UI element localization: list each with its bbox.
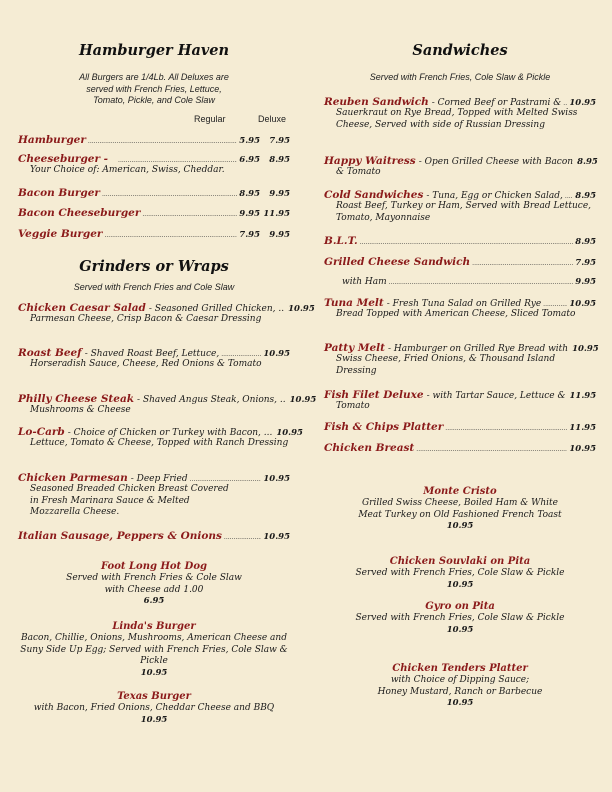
menu-item: Chicken Caesar Salad - Seasoned Grilled Chicken, .. 10.95 Parmesan Cheese, Crisp Bacon & Caesar Dressing	[18, 302, 315, 324]
regular-column-header: Regular	[194, 114, 226, 124]
menu-item: with Ham ..... 9.95	[324, 277, 596, 287]
deluxe-column-header: Deluxe	[258, 114, 287, 124]
menu-item: Grilled Cheese Sandwich ..... 7.95	[324, 256, 596, 268]
hamburger-haven-title: Hamburger Haven	[78, 42, 230, 59]
grinders-note: Served with French Fries and Cole Slaw	[73, 282, 235, 292]
special-block: Linda's Burger Bacon, Chillie, Onions, Mushrooms, American Cheese and Suny Side Up Egg; Served with French Fries, Cole Slaw & Pickle 10.95	[20, 621, 288, 678]
menu-item: Lo-Carb - Choice of Chicken or Turkey with Bacon, ... 10.95 Lettuce, Tomato & Cheese, Topped with Ranch Dressing	[18, 426, 303, 448]
menu-item: Fish Filet Deluxe - with Tartar Sauce, Lettuce & 11.95 Tomato	[324, 389, 597, 411]
special-block: Gyro on Pita Served with French Fries, Cole Slaw & Pickle 10.95	[355, 601, 565, 635]
menu-item: Veggie Burger ..... 7.95 9.95	[18, 228, 290, 240]
menu-item: Bacon Burger ..... 8.95 9.95	[18, 187, 290, 199]
menu-item: Chicken Breast ..... 10.95	[324, 442, 596, 454]
menu-item: Bacon Cheeseburger ..... 9.95 11.95	[18, 207, 290, 219]
menu-item: Patty Melt - Hamburger on Grilled Rye Bread with 10.95 Swiss Cheese, Fried Onions, & Thousand Island Dressing	[324, 342, 599, 376]
menu-item: Fish & Chips Platter ..... 11.95	[324, 421, 596, 433]
menu-item: Roast Beef - Shaved Roast Beef, Lettuce, ..... 10.95 Horseradish Sauce, Cheese, Red Onions & Tomato	[18, 347, 290, 371]
menu-item: Cheeseburger - ..... 6.95 8.95 Your Choice of: American, Swiss, Cheddar.	[18, 153, 290, 177]
menu-item: Happy Waitress - Open Grilled Cheese with Bacon 8.95 & Tomato	[324, 155, 598, 177]
sandwiches-title: Sandwiches	[412, 42, 508, 59]
menu-item: Hamburger ..... 5.95 7.95	[18, 134, 290, 146]
sandwiches-note: Served with French Fries, Cole Slaw & Pickle	[369, 72, 551, 82]
special-block: Chicken Souvlaki on Pita Served with French Fries, Cole Slaw & Pickle 10.95	[355, 556, 565, 590]
special-block: Foot Long Hot Dog Served with French Fries & Cole Slaw with Cheese add 1.00 6.95	[66, 561, 242, 606]
hamburger-note: All Burgers are 1/4Lb. All Deluxes are served with French Fries, Lettuce, Tomato, Pickle, and Cole Slaw	[79, 72, 229, 105]
special-block: Monte Cristo Grilled Swiss Cheese, Boiled Ham & White Meat Turkey on Old Fashioned French Toast 10.95	[358, 486, 562, 531]
menu-item: Tuna Melt - Fresh Tuna Salad on Grilled Rye ..... 10.95 Bread Topped with American Cheese, Sliced Tomato	[324, 297, 596, 321]
menu-item: Italian Sausage, Peppers & Onions ..... 10.95	[18, 530, 290, 542]
grinders-title: Grinders or Wraps	[79, 258, 229, 275]
special-block: Chicken Tenders Platter with Choice of Dipping Sauce; Honey Mustard, Ranch or Barbecue 10.95	[377, 663, 543, 708]
special-block: Texas Burger with Bacon, Fried Onions, Cheddar Cheese and BBQ 10.95	[33, 691, 275, 725]
menu-item: Reuben Sandwich - Corned Beef or Pastrami & ..... 10.95 Sauerkraut on Rye Bread, Topped with Melted Swiss Cheese, Served with side of Russian Dressing	[324, 96, 596, 131]
menu-item: Philly Cheese Steak - Shaved Angus Steak, Onions, .. 10.95 Mushrooms & Cheese	[18, 393, 317, 415]
menu-item: B.L.T. ..... 8.95	[324, 235, 596, 247]
menu-item: Cold Sandwiches - Tuna, Egg or Chicken Salad, ..... 8.95 Roast Beef, Turkey or Ham, Served with Bread Lettuce, Tomato, Mayonnaise	[324, 189, 596, 224]
menu-item: Chicken Parmesan - Deep Fried ..... 10.95 Seasoned Breaded Chicken Breast Covered in Fresh Marinara Sauce & Melted Mozzarella Cheese.	[18, 472, 290, 519]
